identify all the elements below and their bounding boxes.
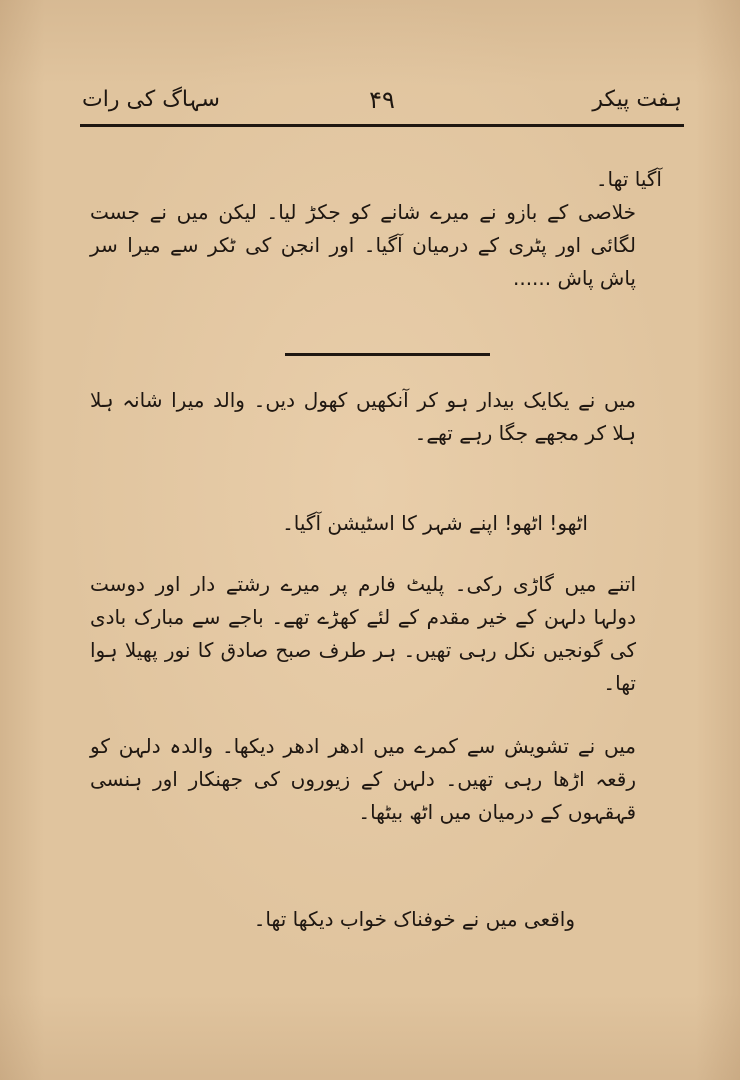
quoted-speech: اٹھو! اٹھو! اپنے شہر کا اسٹیشن آگیا۔ — [282, 511, 588, 535]
paragraph-6: میں نے تشویش سے کمرے میں ادھر ادھر دیکھا۔ والدہ دلہن کو رقعہ اڑھا رہی تھیں۔ دلہن کے زیوروں کی جھنکار اور ہنسی قہقہوں کے درمیان میں اٹھ بیٹھا۔ — [90, 734, 636, 824]
closing-line: واقعی میں نے خوفناک خواب دیکھا تھا۔ — [253, 907, 575, 931]
header-rule — [80, 124, 684, 127]
text-block-1 — [90, 163, 662, 295]
paragraph-1: آگیا تھا۔ — [595, 167, 662, 191]
page-number: ۴۹ — [369, 86, 395, 114]
book-title: ہفت پیکر — [592, 87, 682, 112]
text-block-2 — [90, 384, 662, 450]
chapter-title: سہاگ کی رات — [82, 87, 220, 112]
paragraph-2: خلاصی کے بازو نے میرے شانے کو جکڑ لیا۔ لیکن میں نے جست لگائی اور پٹری کے درمیان آگیا۔ اور انجن کی ٹکر سے میرا سر پاش پاش ...... — [90, 200, 636, 290]
section-divider — [285, 353, 490, 356]
text-block-4 — [90, 730, 662, 829]
text-block-3 — [90, 568, 662, 700]
paragraph-5: اتنے میں گاڑی رکی۔ پلیٹ فارم پر میرے رشتے دار اور دوست دولہا دلہن کے خیر مقدم کے لئے کھڑے تھے۔ باجے سے مبارک بادی کی گونجیں نکل رہی تھیں۔ ہر طرف صبح صادق کا نور پھیلا ہوا تھا۔ — [90, 572, 636, 695]
running-header — [82, 80, 682, 120]
paragraph-3: میں نے یکایک بیدار ہو کر آنکھیں کھول دیں۔ والد میرا شانہ ہلا ہلا کر مجھے جگا رہے تھے۔ — [90, 388, 636, 445]
